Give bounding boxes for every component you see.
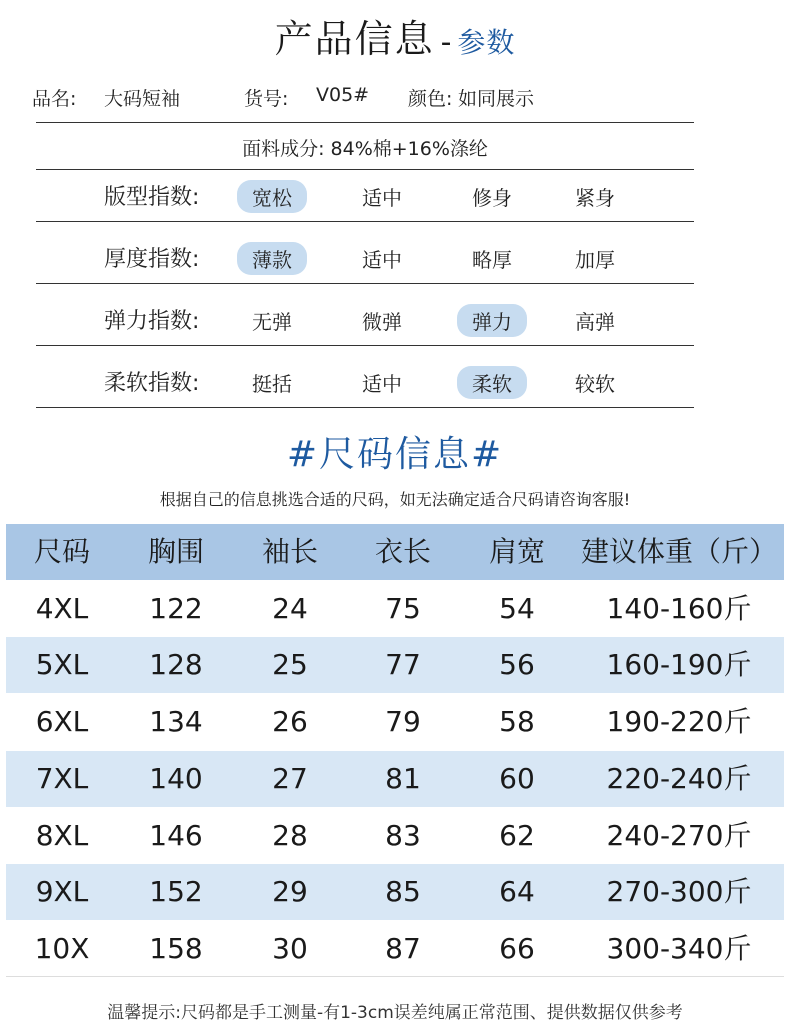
index-option-selected: 宽松 [237, 180, 307, 213]
table-cell: 190-220斤 [606, 705, 752, 738]
table-cell: 30 [272, 932, 308, 965]
table-header-cell: 衣长 [374, 535, 431, 568]
divider [36, 407, 694, 408]
divider [6, 976, 784, 977]
table-row [6, 864, 784, 920]
index-label: 弹力指数: [104, 309, 200, 334]
table-row [6, 581, 784, 637]
table-cell: 270-300斤 [606, 875, 752, 908]
title-subtitle: 参数 [457, 26, 516, 59]
table-cell: 26 [272, 705, 308, 738]
table-cell: 83 [385, 819, 421, 852]
divider [36, 221, 694, 222]
table-cell: 54 [499, 592, 535, 625]
title-main: 产品信息 [274, 17, 435, 61]
size-section-hint: 根据自己的信息挑选合适的尺码，如无法确定适合尺码请咨询客服! [159, 490, 631, 509]
table-cell: 27 [272, 762, 308, 795]
table-cell: 220-240斤 [606, 762, 752, 795]
divider [36, 345, 694, 346]
table-cell: 146 [149, 819, 203, 852]
index-option: 紧身 [575, 186, 615, 210]
table-cell: 79 [385, 705, 421, 738]
index-option: 高弹 [575, 310, 615, 334]
index-label: 柔软指数: [104, 371, 200, 396]
index-option: 无弹 [252, 310, 292, 334]
table-row [6, 751, 784, 807]
product-color-label: 颜色: [408, 88, 453, 110]
table-cell: 29 [272, 875, 308, 908]
table-header-cell: 尺码 [33, 535, 90, 568]
table-cell: 85 [385, 875, 421, 908]
index-option: 修身 [472, 186, 512, 210]
title-dash: - [440, 25, 452, 60]
table-cell: 140 [149, 762, 203, 795]
table-header-row [6, 524, 784, 580]
divider [36, 283, 694, 284]
table-row [6, 694, 784, 750]
table-cell: 122 [149, 592, 203, 625]
index-label: 厚度指数: [104, 247, 200, 272]
index-option: 较软 [575, 372, 615, 396]
index-option: 略厚 [472, 248, 512, 272]
table-cell: 8XL [35, 819, 89, 852]
index-option: 加厚 [575, 248, 615, 272]
table-cell: 4XL [35, 592, 89, 625]
index-option: 适中 [362, 186, 402, 210]
table-cell: 24 [272, 592, 308, 625]
product-code-value: V05# [316, 84, 370, 106]
table-cell: 152 [149, 875, 203, 908]
divider [36, 122, 694, 123]
table-cell: 9XL [35, 875, 89, 908]
table-cell: 160-190斤 [606, 648, 752, 681]
index-option: 适中 [362, 372, 402, 396]
table-cell: 58 [499, 705, 535, 738]
table-cell: 134 [149, 705, 203, 738]
table-header-cell: 肩宽 [488, 535, 545, 568]
table-cell: 10X [34, 932, 90, 965]
table-row [6, 921, 784, 977]
table-cell: 81 [385, 762, 421, 795]
table-cell: 5XL [35, 648, 89, 681]
index-option: 微弹 [362, 310, 402, 334]
size-section-title: #尺码信息# [286, 434, 504, 475]
product-name-label: 品名: [32, 88, 77, 110]
product-code-label: 货号: [244, 88, 289, 110]
table-header-cell: 胸围 [147, 535, 204, 568]
index-option-selected: 薄款 [237, 242, 307, 275]
divider [36, 169, 694, 170]
table-cell: 66 [499, 932, 535, 965]
table-cell: 158 [149, 932, 203, 965]
table-cell: 60 [499, 762, 535, 795]
table-header-cell: 建议体重（斤） [580, 535, 777, 568]
page-title [0, 8, 790, 63]
table-row [6, 808, 784, 864]
table-cell: 64 [499, 875, 535, 908]
table-cell: 25 [272, 648, 308, 681]
index-option-selected: 柔软 [457, 366, 527, 399]
fabric-composition: 面料成分: 84%棉+16%涤纶 [242, 138, 488, 160]
index-option: 适中 [362, 248, 402, 272]
table-row [6, 637, 784, 693]
product-color-value: 如同展示 [458, 88, 535, 110]
table-cell: 75 [385, 592, 421, 625]
measurement-note: 温馨提示:尺码都是手工测量-有1-3cm误差纯属正常范围、提供数据仅供参考 [107, 1003, 683, 1023]
index-option: 挺括 [252, 372, 292, 396]
table-cell: 240-270斤 [606, 819, 752, 852]
index-option-selected: 弹力 [457, 304, 527, 337]
product-name-value: 大码短袖 [104, 88, 181, 110]
table-cell: 28 [272, 819, 308, 852]
table-cell: 7XL [35, 762, 89, 795]
table-cell: 140-160斤 [606, 592, 752, 625]
table-cell: 300-340斤 [606, 932, 752, 965]
table-cell: 6XL [35, 705, 89, 738]
table-cell: 87 [385, 932, 421, 965]
table-cell: 62 [499, 819, 535, 852]
table-header-cell: 袖长 [261, 535, 318, 568]
table-cell: 128 [149, 648, 203, 681]
table-cell: 77 [385, 648, 421, 681]
table-cell: 56 [499, 648, 535, 681]
index-label: 版型指数: [104, 185, 200, 210]
